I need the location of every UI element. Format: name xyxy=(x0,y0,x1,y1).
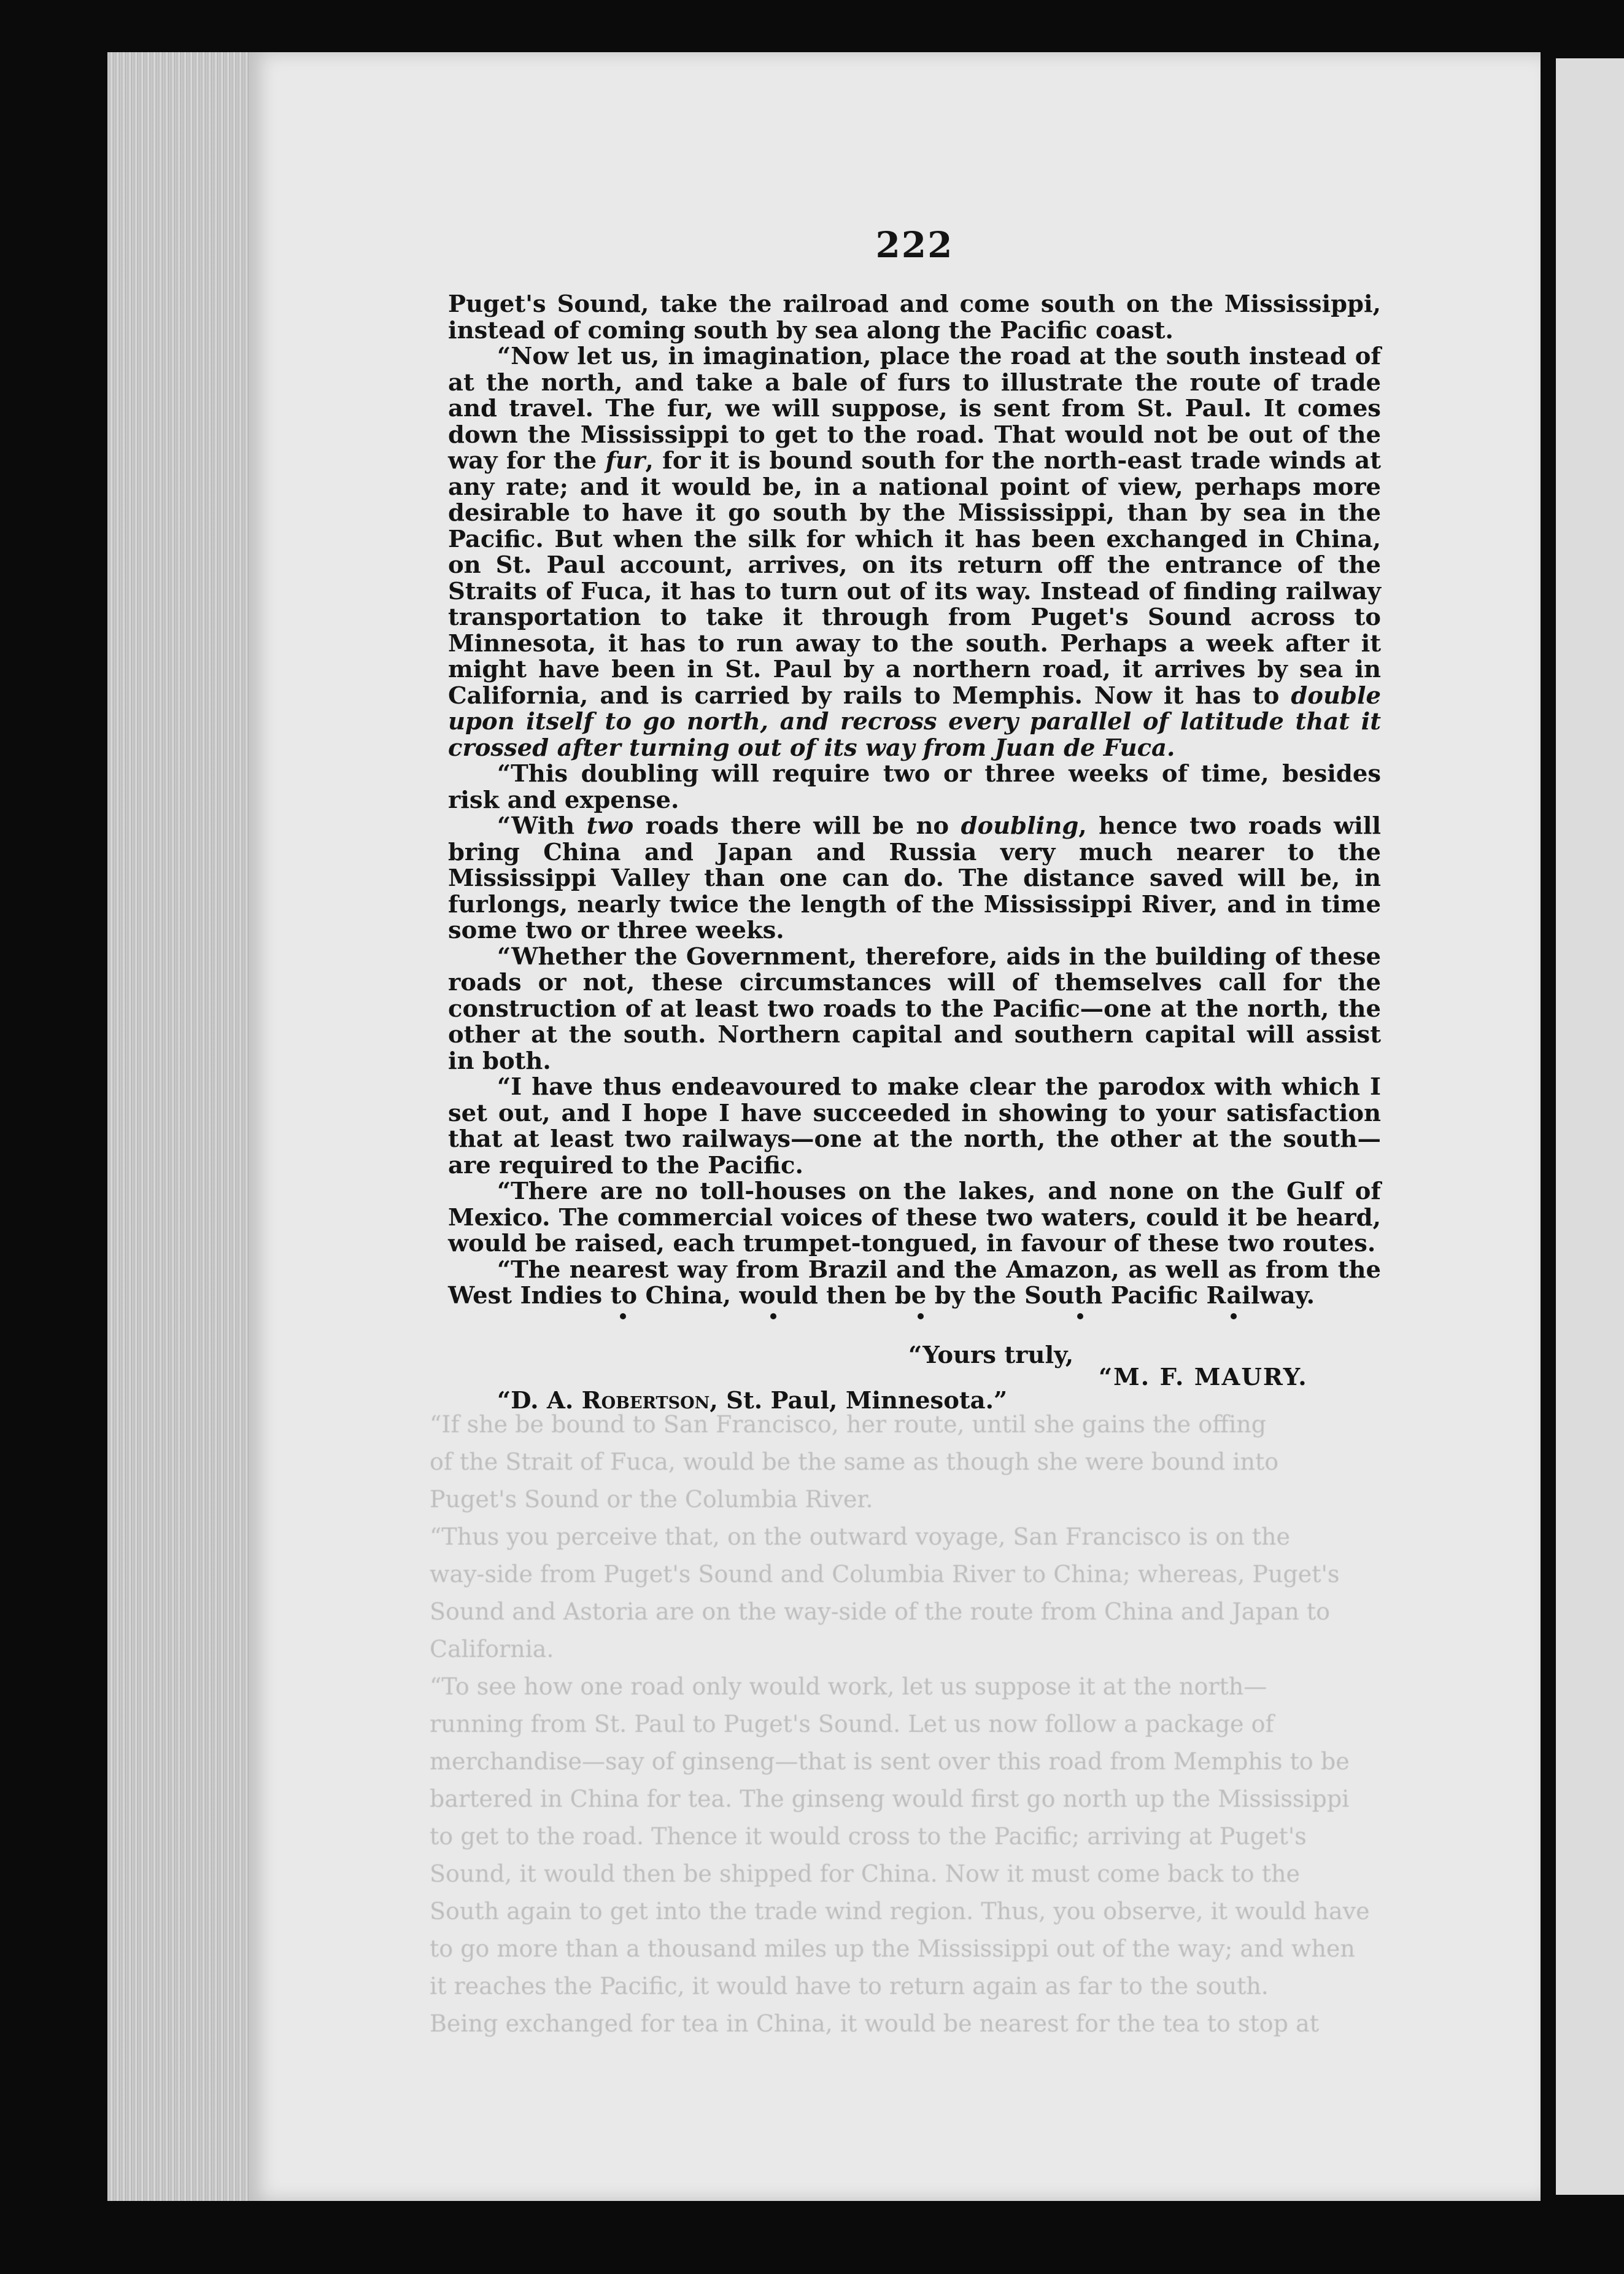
ellipsis-stars xyxy=(448,1311,1381,1333)
bleed-line: to go more than a thousand miles up the Mississippi out of the way; and when xyxy=(430,1935,1355,1962)
recipient-line xyxy=(497,1387,1007,1414)
paragraph-p1 xyxy=(448,292,1381,344)
paragraph-p2 xyxy=(448,344,1381,761)
bleed-line: to get to the road. Thence it would cross to the Pacific; arriving at Puget's xyxy=(430,1823,1307,1850)
paragraph-p4 xyxy=(448,813,1381,944)
star-3 xyxy=(918,1313,924,1319)
page-content xyxy=(448,224,1381,1413)
text-run: “With xyxy=(497,812,587,840)
bleed-line: “If she be bound to San Francisco, her route, until she gains the offing xyxy=(430,1411,1267,1438)
text-run: roads there will be no xyxy=(633,812,961,840)
text-run: Puget's Sound, take the railroad and come south on the Mississippi, instead of coming south by sea along the Pacific coast. xyxy=(448,290,1381,344)
text-run: “There are no toll-houses on the lakes, and none on the Gulf of Mexico. The commercial voices of these two waters, could it be heard, would be raised, each trumpet-tongued, in favour of these two routes. xyxy=(448,1178,1381,1257)
bleed-line: “To see how one road only would work, let us suppose it at the north— xyxy=(430,1673,1267,1700)
star-4 xyxy=(1077,1313,1083,1319)
italic-text: doubling xyxy=(961,812,1079,840)
paragraph-p8 xyxy=(448,1257,1381,1310)
text-run: “Now let us, in imagination, place the road at the south instead of at the north, and take a bale of furs to illustrate the route of trade and travel. The fur, we will suppose, is sent from St. Paul. It comes down the Mississippi to get to the road. That would not be out of the way for the xyxy=(448,343,1381,475)
bleed-line: bartered in China for tea. The ginseng would first go north up the Mississippi xyxy=(430,1785,1350,1812)
star-5 xyxy=(1231,1313,1237,1319)
bleed-line: Sound, it would then be shipped for China. Now it must come back to the xyxy=(430,1860,1300,1887)
text-run: , hence two roads will bring China and Japan and Russia very much nearer to the Mississippi Valley than one can do. The distance saved will be, in furlongs, nearly twice the length of the Mississippi River, and in time some two or three weeks. xyxy=(448,812,1381,944)
bleed-line: merchandise—say of ginseng—that is sent over this road from Memphis to be xyxy=(430,1748,1350,1775)
recipient-prefix: “D. A. xyxy=(497,1386,582,1414)
bleed-line: running from St. Paul to Puget's Sound. Let us now follow a package of xyxy=(430,1710,1274,1737)
text-run: “Whether the Government, therefore, aids in the building of these roads or not, these circumstances will of themselves call for the construction of at least two roads to the Pacific—one at the north, the other at the south. Northern capital and southern capital will assist in both. xyxy=(448,942,1381,1075)
bleed-line: Puget's Sound or the Columbia River. xyxy=(430,1486,873,1513)
bleed-line: it reaches the Pacific, it would have to return again as far to the south. xyxy=(430,1973,1269,2000)
recipient-name: Robertson xyxy=(581,1386,710,1414)
text-run: , for it is bound south for the north-east trade winds at any rate; and it would be, in a national point of view, perhaps more desirable to have it go south by the Mississippi, than by sea in the Pacific. But when the silk for which it has been exchanged in China, on St. Paul account, arrives, on its return off the entrance of the Straits of Fuca, it has to turn out of its way. Instead of finding railway transportation to take it through from Puget's Sound across to Minnesota, it has to run away to the south. Perhaps a week after it might have been in St. Paul by a northern road, it arrives by sea in California, and is carried by rails to Memphis. Now it has to xyxy=(448,447,1381,710)
star-1 xyxy=(620,1313,626,1319)
star-2 xyxy=(770,1313,776,1319)
text-run: “I have thus endeavoured to make clear the parodox with which I set out, and I hope I have succeeded in showing to your satisfaction that at least two railways—one at the north, the other at the south—are required to the Pacific. xyxy=(448,1073,1381,1179)
adjacent-page-sliver xyxy=(1556,58,1624,2195)
paragraph-p6 xyxy=(448,1074,1381,1179)
bleed-line: of the Strait of Fuca, would be the same as though she were bound into xyxy=(430,1448,1279,1475)
bleed-line: Sound and Astoria are on the way-side of the route from China and Japan to xyxy=(430,1598,1331,1625)
italic-text: fur xyxy=(605,447,646,475)
text-run: “The nearest way from Brazil and the Amazon, as well as from the West Indies to China, would then be by the South Pacific Railway. xyxy=(448,1255,1381,1310)
bleed-line: way-side from Puget's Sound and Columbia River to China; whereas, Puget's xyxy=(430,1561,1340,1588)
bleed-line: “Thus you perceive that, on the outward voyage, San Francisco is on the xyxy=(430,1523,1290,1550)
author-signature: “M. F. MAURY. xyxy=(1099,1363,1308,1391)
text-run: “This doubling will require two or three weeks of time, besides risk and expense. xyxy=(448,760,1381,814)
recipient-suffix: , St. Paul, Minnesota.” xyxy=(710,1386,1008,1414)
paragraph-p3 xyxy=(448,761,1381,813)
bleed-line: South again to get into the trade wind region. Thus, you observe, it would have xyxy=(430,1898,1370,1925)
page-number: 222 xyxy=(875,224,954,266)
paragraph-p7 xyxy=(448,1179,1381,1257)
closing-yours-truly: “Yours truly, xyxy=(908,1341,1074,1369)
italic-text: two xyxy=(586,812,634,840)
bleed-line: Being exchanged for tea in China, it would be nearest for the tea to stop at xyxy=(430,2010,1319,2037)
italic-text: double upon itself to go north, and recross every parallel of latitude that it crossed after turning out of its way from Juan de Fuca. xyxy=(448,681,1381,762)
signoff xyxy=(448,1333,1381,1413)
book-page-edges xyxy=(107,52,249,2201)
paragraph-p5 xyxy=(448,944,1381,1075)
letter-body xyxy=(448,292,1381,1310)
bleed-through-text xyxy=(430,1406,1387,2043)
bleed-line: California. xyxy=(430,1636,554,1663)
